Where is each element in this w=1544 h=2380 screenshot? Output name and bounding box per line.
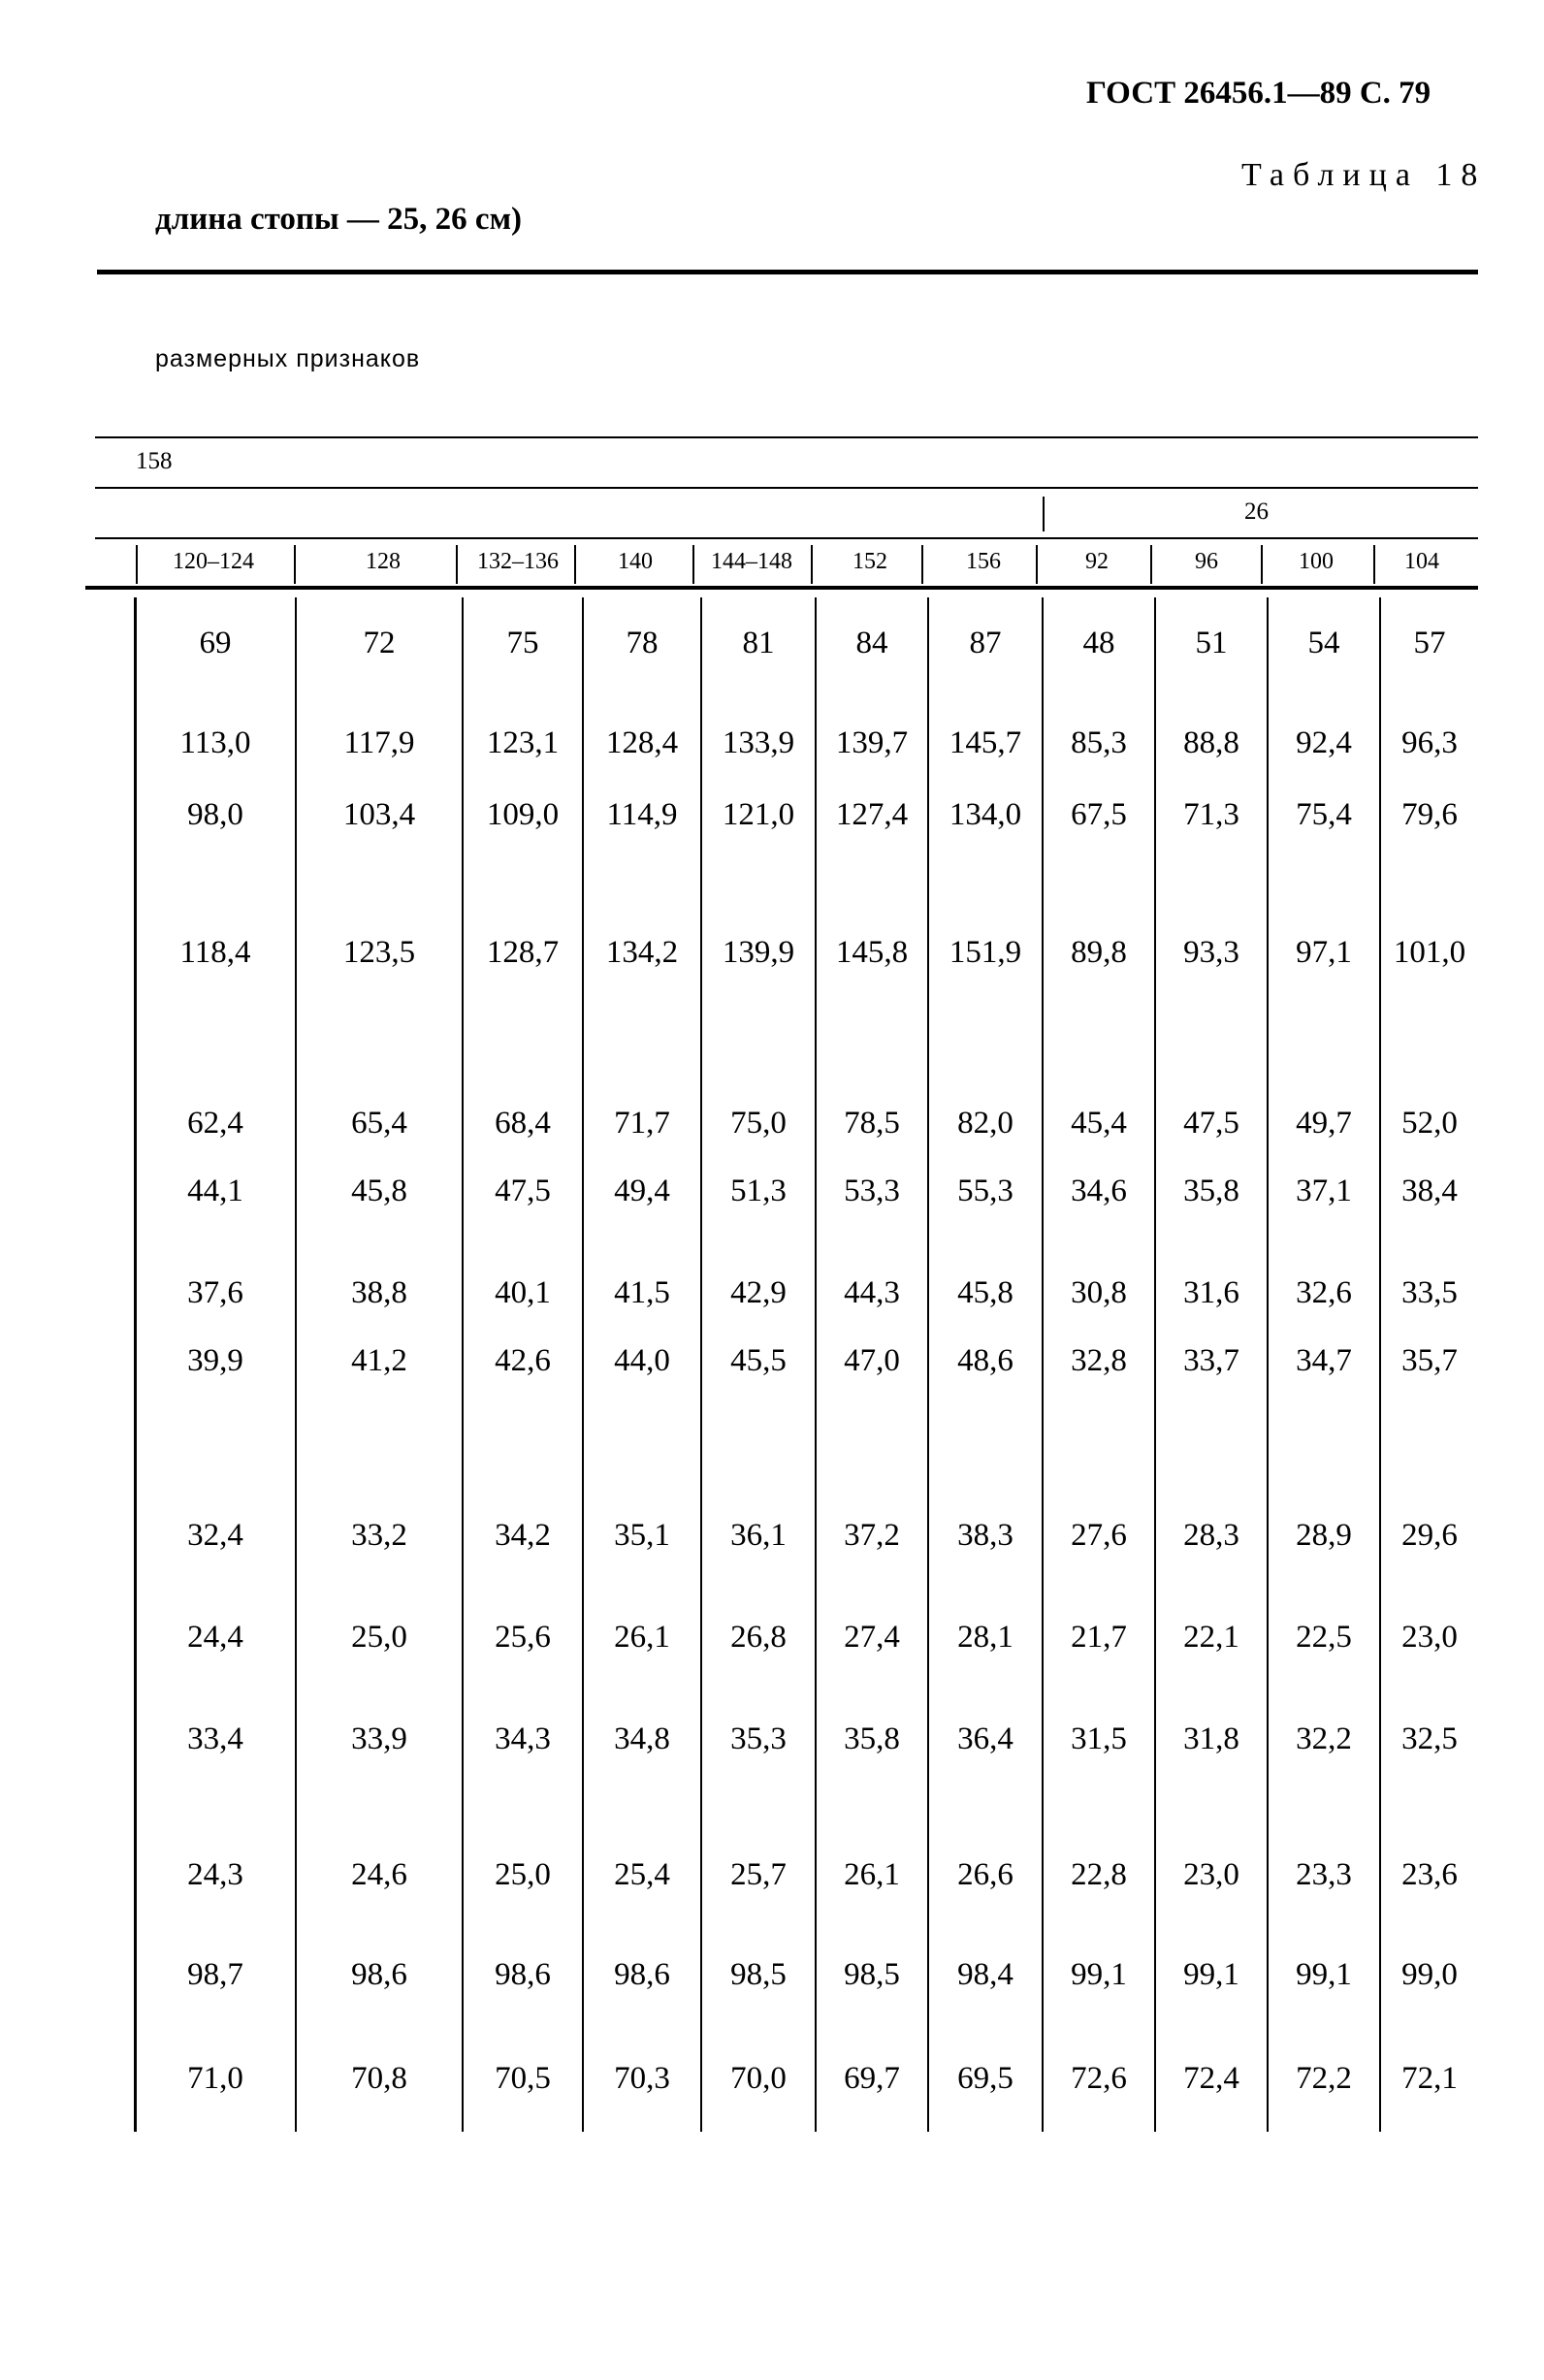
table-cell: 82,0: [957, 1106, 1013, 1141]
column-header: 128: [366, 549, 401, 574]
table-cell: 97,1: [1296, 935, 1352, 970]
table-cell: 28,1: [957, 1620, 1013, 1655]
table-cell: 25,7: [730, 1857, 787, 1892]
table-cell: 47,0: [844, 1343, 900, 1378]
table-cell: 113,0: [179, 725, 251, 760]
table-cell: 38,8: [351, 1275, 407, 1310]
table-cell: 69,5: [957, 2061, 1013, 2096]
table-cell: 35,8: [1183, 1174, 1239, 1208]
table-cell: 72: [363, 626, 396, 660]
table-cell: 32,2: [1296, 1721, 1352, 1756]
table-cell: 98,5: [844, 1957, 900, 1992]
header-rule-1: [95, 436, 1478, 438]
table-cell: 75,0: [730, 1106, 787, 1141]
table-cell: 26,1: [844, 1857, 900, 1892]
table-cell: 34,2: [495, 1518, 551, 1553]
header-sep: [1373, 545, 1375, 584]
table-cell: 98,6: [495, 1957, 551, 1992]
table-cell: 25,0: [351, 1620, 407, 1655]
table-cell: 34,7: [1296, 1343, 1352, 1378]
table-cell: 24,4: [187, 1620, 243, 1655]
table-cell: 151,9: [949, 935, 1022, 970]
table-cell: 121,0: [722, 797, 795, 832]
column-header: 140: [618, 549, 653, 574]
table-cell: 23,0: [1401, 1620, 1458, 1655]
table-cell: 70,0: [730, 2061, 787, 2096]
header-rule-2: [95, 487, 1478, 489]
table-cell: 99,0: [1401, 1957, 1458, 1992]
table-cell: 123,1: [486, 725, 560, 760]
column-header: 92: [1085, 549, 1109, 574]
header-sep: [136, 545, 138, 584]
table-cell: 40,1: [495, 1275, 551, 1310]
table-cell: 98,6: [614, 1957, 670, 1992]
table-cell: 71,0: [187, 2061, 243, 2096]
header-sep: [456, 545, 458, 584]
table-cell: 45,5: [730, 1343, 787, 1378]
table-cell: 38,4: [1401, 1174, 1458, 1208]
table-cell: 72,2: [1296, 2061, 1352, 2096]
table-cell: 34,8: [614, 1721, 670, 1756]
table-cell: 57: [1413, 626, 1446, 660]
table-cell: 32,6: [1296, 1275, 1352, 1310]
table-cell: 35,3: [730, 1721, 787, 1756]
table-cell: 36,4: [957, 1721, 1013, 1756]
table-cell: 33,9: [351, 1721, 407, 1756]
column-header: 156: [966, 549, 1001, 574]
table-cell: 71,3: [1183, 797, 1239, 832]
table-cell: 28,3: [1183, 1518, 1239, 1553]
header-sep: [811, 545, 813, 584]
table-cell: 22,5: [1296, 1620, 1352, 1655]
table-cell: 81: [742, 626, 775, 660]
table-cell: 44,3: [844, 1275, 900, 1310]
table-cell: 128,7: [486, 935, 560, 970]
table-cell: 23,6: [1401, 1857, 1458, 1892]
table-cell: 53,3: [844, 1174, 900, 1208]
table-cell: 33,5: [1401, 1275, 1458, 1310]
table-cell: 103,4: [342, 797, 416, 832]
table-cell: 33,7: [1183, 1343, 1239, 1378]
table-cell: 25,4: [614, 1857, 670, 1892]
table-cell: 31,8: [1183, 1721, 1239, 1756]
table-cell: 72,4: [1183, 2061, 1239, 2096]
table-cell: 99,1: [1183, 1957, 1239, 1992]
table-cell: 75: [506, 626, 539, 660]
table-cell: 134,2: [605, 935, 679, 970]
table-cell: 67,5: [1071, 797, 1127, 832]
table-cell: 49,7: [1296, 1106, 1352, 1141]
table-cell: 93,3: [1183, 935, 1239, 970]
table-cell: 114,9: [606, 797, 678, 832]
table-cell: 27,6: [1071, 1518, 1127, 1553]
table-cell: 33,2: [351, 1518, 407, 1553]
header-sep: [574, 545, 576, 584]
table-cell: 98,7: [187, 1957, 243, 1992]
table-cell: 127,4: [835, 797, 909, 832]
table-cell: 128,4: [605, 725, 679, 760]
table-cell: 48,6: [957, 1343, 1013, 1378]
table-cell: 118,4: [179, 935, 251, 970]
table-cell: 139,9: [722, 935, 795, 970]
table-cell: 23,0: [1183, 1857, 1239, 1892]
table-cell: 109,0: [486, 797, 560, 832]
table-cell: 51: [1195, 626, 1228, 660]
header-sep: [1261, 545, 1263, 584]
table-cell: 21,7: [1071, 1620, 1127, 1655]
table-cell: 70,8: [351, 2061, 407, 2096]
table-cell: 25,6: [495, 1620, 551, 1655]
table-cell: 35,7: [1401, 1343, 1458, 1378]
header-rule-3: [95, 537, 1478, 539]
table-cell: 62,4: [187, 1106, 243, 1141]
table-cell: 87: [969, 626, 1002, 660]
table-cell: 26,6: [957, 1857, 1013, 1892]
column-header: 152: [852, 549, 887, 574]
group-label-26: 26: [1244, 499, 1269, 525]
table-cell: 123,5: [342, 935, 416, 970]
table-cell: 75,4: [1296, 797, 1352, 832]
table-cell: 54: [1307, 626, 1340, 660]
table-cell: 92,4: [1296, 725, 1352, 760]
table-cell: 70,3: [614, 2061, 670, 2096]
table-caption: размерных признаков: [155, 345, 421, 372]
table-cell: 78: [626, 626, 659, 660]
table-cell: 88,8: [1183, 725, 1239, 760]
table-cell: 45,8: [957, 1275, 1013, 1310]
table-cell: 52,0: [1401, 1106, 1458, 1141]
table-cell: 33,4: [187, 1721, 243, 1756]
table-cell: 34,3: [495, 1721, 551, 1756]
table-cell: 134,0: [949, 797, 1022, 832]
table-cell: 24,3: [187, 1857, 243, 1892]
header-sep: [921, 545, 923, 584]
column-header: 132–136: [477, 549, 559, 574]
table-cell: 37,6: [187, 1275, 243, 1310]
table-cell: 38,3: [957, 1518, 1013, 1553]
table-cell: 99,1: [1071, 1957, 1127, 1992]
table-cell: 30,8: [1071, 1275, 1127, 1310]
table-cell: 27,4: [844, 1620, 900, 1655]
table-cell: 39,9: [187, 1343, 243, 1378]
header-bottom-rule: [85, 586, 1478, 590]
table-cell: 34,6: [1071, 1174, 1127, 1208]
table-cell: 89,8: [1071, 935, 1127, 970]
table-cell: 45,8: [351, 1174, 407, 1208]
table-cell: 44,0: [614, 1343, 670, 1378]
table-cell: 35,8: [844, 1721, 900, 1756]
table-cell: 45,4: [1071, 1106, 1127, 1141]
table-cell: 37,1: [1296, 1174, 1352, 1208]
column-header: 104: [1404, 549, 1439, 574]
table-cell: 71,7: [614, 1106, 670, 1141]
table-cell: 41,5: [614, 1275, 670, 1310]
page-subtitle: длина стопы — 25, 26 см): [155, 202, 523, 237]
group-label-158: 158: [136, 448, 173, 474]
table-cell: 23,3: [1296, 1857, 1352, 1892]
table-cell: 117,9: [343, 725, 415, 760]
table-cell: 68,4: [495, 1106, 551, 1141]
table-cell: 26,1: [614, 1620, 670, 1655]
table-cell: 32,4: [187, 1518, 243, 1553]
table-cell: 133,9: [722, 725, 795, 760]
table-title: Таблица 18: [1241, 157, 1487, 193]
table-cell: 44,1: [187, 1174, 243, 1208]
column-header: 144–148: [711, 549, 792, 574]
table-cell: 69: [199, 626, 232, 660]
table-cell: 47,5: [495, 1174, 551, 1208]
document-reference: ГОСТ 26456.1—89 С. 79: [1086, 76, 1431, 111]
table-cell: 32,5: [1401, 1721, 1458, 1756]
table-cell: 41,2: [351, 1343, 407, 1378]
table-cell: 84: [855, 626, 888, 660]
header-sep: [692, 545, 694, 584]
group-divider: [1043, 497, 1045, 531]
table-cell: 96,3: [1401, 725, 1458, 760]
table-cell: 72,1: [1401, 2061, 1458, 2096]
table-cell: 98,5: [730, 1957, 787, 1992]
table-cell: 85,3: [1071, 725, 1127, 760]
table-cell: 24,6: [351, 1857, 407, 1892]
column-header: 96: [1195, 549, 1218, 574]
column-header: 120–124: [173, 549, 254, 574]
header-sep: [1150, 545, 1152, 584]
table-cell: 28,9: [1296, 1518, 1352, 1553]
table-cell: 55,3: [957, 1174, 1013, 1208]
table-cell: 32,8: [1071, 1343, 1127, 1378]
table-cell: 139,7: [835, 725, 909, 760]
table-cell: 35,1: [614, 1518, 670, 1553]
table-cell: 37,2: [844, 1518, 900, 1553]
table-cell: 29,6: [1401, 1518, 1458, 1553]
table-cell: 145,7: [949, 725, 1022, 760]
table-cell: 36,1: [730, 1518, 787, 1553]
table-cell: 79,6: [1401, 797, 1458, 832]
table-cell: 101,0: [1393, 935, 1466, 970]
table-cell: 145,8: [835, 935, 909, 970]
table-cell: 31,5: [1071, 1721, 1127, 1756]
table-cell: 49,4: [614, 1174, 670, 1208]
table-cell: 72,6: [1071, 2061, 1127, 2096]
table-cell: 22,8: [1071, 1857, 1127, 1892]
column-header: 100: [1299, 549, 1334, 574]
table-cell: 78,5: [844, 1106, 900, 1141]
table-cell: 42,9: [730, 1275, 787, 1310]
table-cell: 42,6: [495, 1343, 551, 1378]
header-sep: [1036, 545, 1038, 584]
table-cell: 70,5: [495, 2061, 551, 2096]
table-cell: 47,5: [1183, 1106, 1239, 1141]
table-cell: 31,6: [1183, 1275, 1239, 1310]
table-cell: 25,0: [495, 1857, 551, 1892]
table-cell: 98,0: [187, 797, 243, 832]
table-cell: 26,8: [730, 1620, 787, 1655]
table-cell: 22,1: [1183, 1620, 1239, 1655]
table-cell: 98,6: [351, 1957, 407, 1992]
header-sep: [294, 545, 296, 584]
table-cell: 99,1: [1296, 1957, 1352, 1992]
top-rule: [97, 270, 1478, 274]
table-cell: 65,4: [351, 1106, 407, 1141]
table-cell: 69,7: [844, 2061, 900, 2096]
table-cell: 98,4: [957, 1957, 1013, 1992]
table-cell: 51,3: [730, 1174, 787, 1208]
table-cell: 48: [1082, 626, 1115, 660]
